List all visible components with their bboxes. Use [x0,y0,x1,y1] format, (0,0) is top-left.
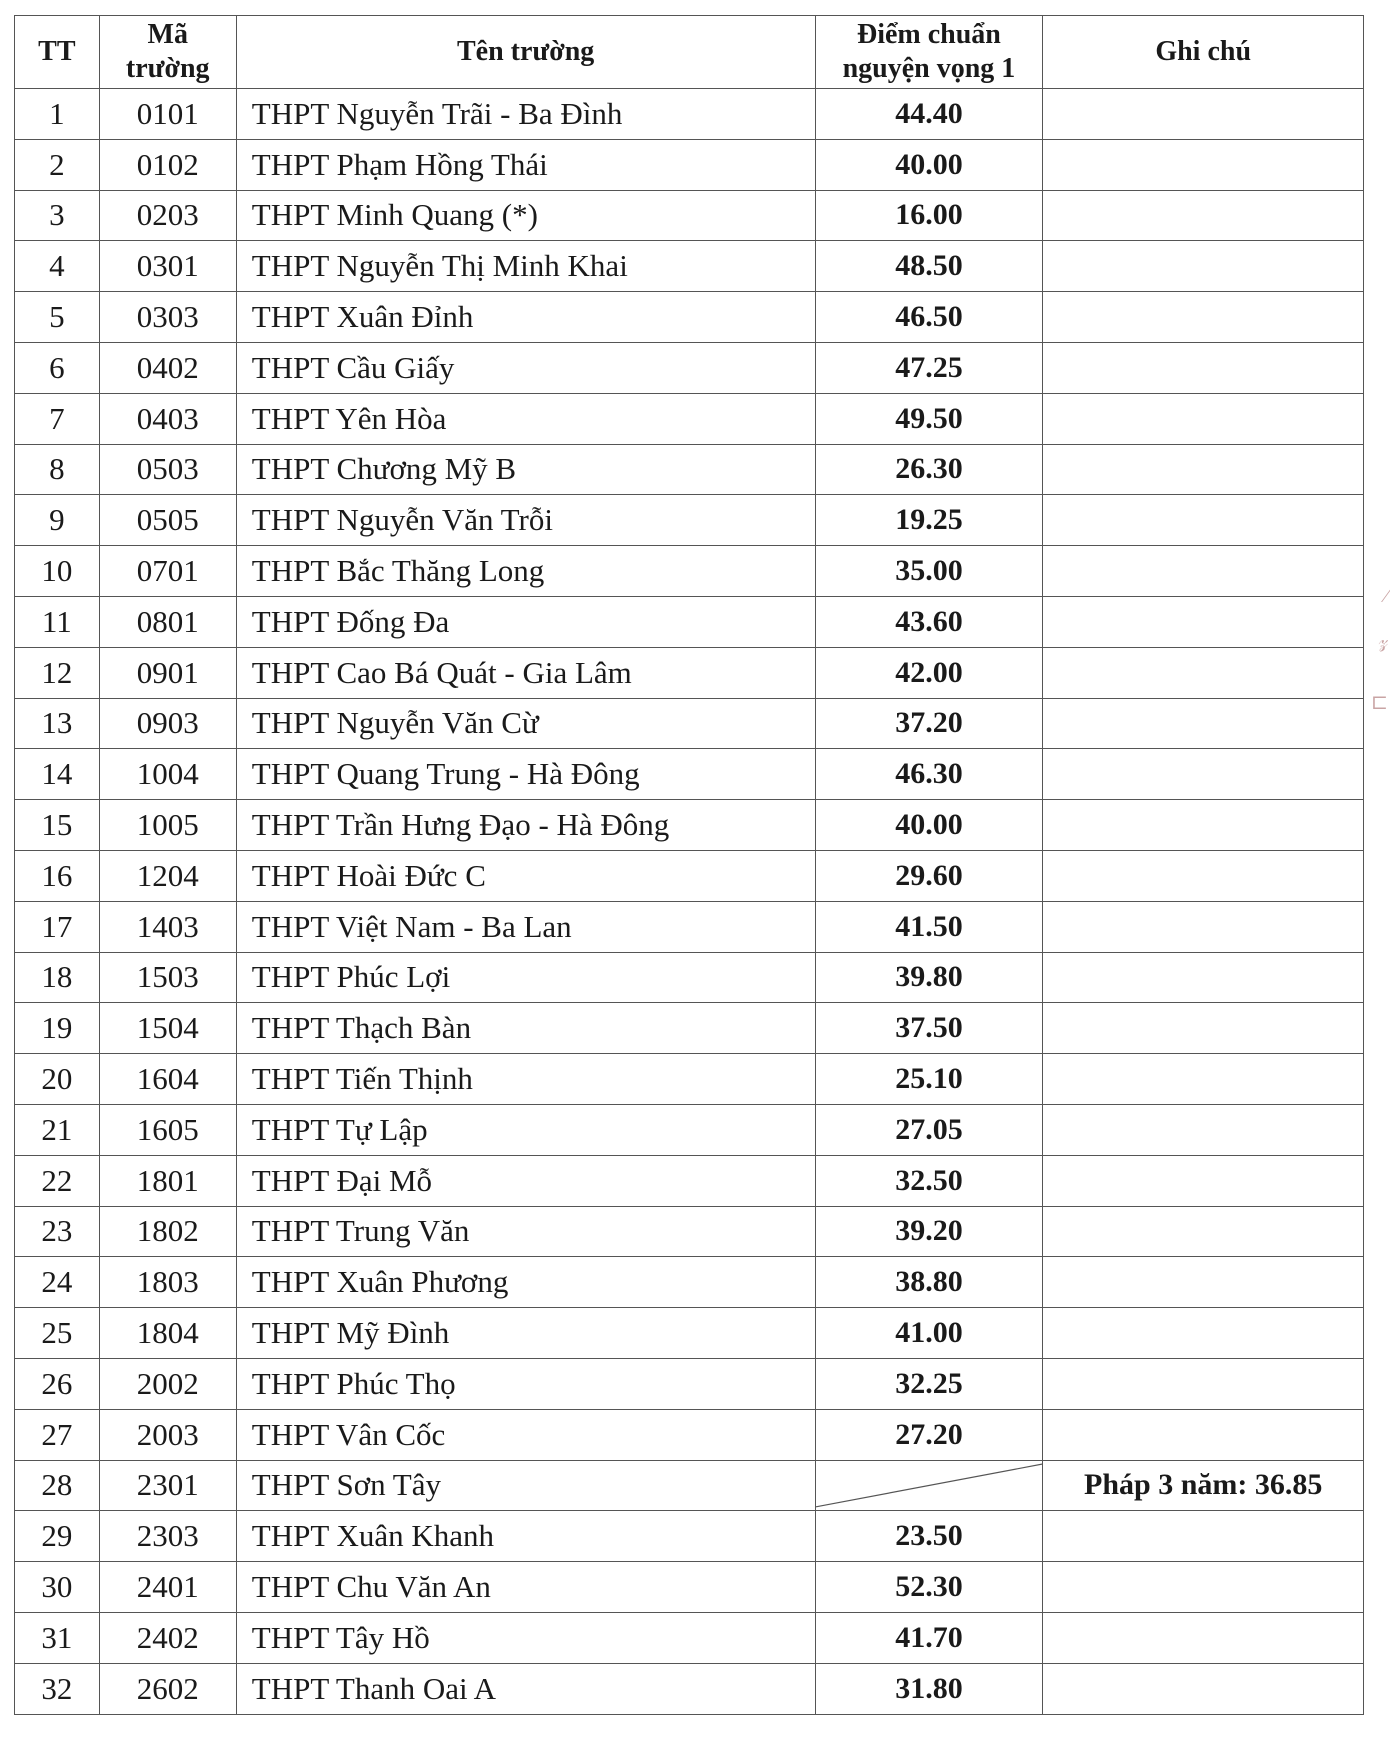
row-number-cell: 15 [15,800,100,851]
note-cell [1043,393,1364,444]
cutoff-score-cell: 40.00 [815,800,1043,851]
row-number-cell: 26 [15,1358,100,1409]
school-name-cell: THPT Nguyễn Văn Trỗi [236,495,815,546]
row-number-cell: 11 [15,596,100,647]
cutoff-score-cell: 26.30 [815,444,1043,495]
note-cell [1043,1562,1364,1613]
row-number-cell: 4 [15,241,100,292]
table-body [15,89,1364,1715]
table-row [15,292,1364,343]
note-cell [1043,1003,1364,1054]
cutoff-score-cell: 29.60 [815,850,1043,901]
note-cell [1043,1155,1364,1206]
cutoff-score-cell: 16.00 [815,190,1043,241]
school-name-cell: THPT Yên Hòa [236,393,815,444]
note-cell [1043,190,1364,241]
school-code-cell: 0901 [99,647,236,698]
school-name-cell: THPT Phúc Thọ [236,1358,815,1409]
header-school-code-line1: Mã [147,19,188,51]
school-name-cell: THPT Quang Trung - Hà Đông [236,749,815,800]
table-row [15,1358,1364,1409]
header-school-code-line2: trường [125,53,210,84]
school-code-cell: 0503 [99,444,236,495]
table-row [15,952,1364,1003]
header-score [815,16,1043,89]
table-row [15,596,1364,647]
school-name-cell: THPT Chương Mỹ B [236,444,815,495]
note-cell [1043,342,1364,393]
school-name-cell: THPT Nguyễn Thị Minh Khai [236,241,815,292]
school-code-cell: 2003 [99,1409,236,1460]
school-code-cell: 0903 [99,698,236,749]
table-row [15,1308,1364,1359]
header-row [15,16,1364,89]
school-name-cell: THPT Tự Lập [236,1104,815,1155]
row-number-cell: 18 [15,952,100,1003]
margin-stamp-mark: ⊏ [1371,692,1388,714]
table-row [15,1054,1364,1105]
row-number-cell: 32 [15,1663,100,1714]
table-row [15,1460,1364,1511]
cutoff-score-cell: 44.40 [815,89,1043,140]
row-number-cell: 28 [15,1460,100,1511]
row-number-cell: 19 [15,1003,100,1054]
school-code-cell: 1204 [99,850,236,901]
header-tt: TT [15,16,100,89]
table-row [15,89,1364,140]
school-code-cell: 1503 [99,952,236,1003]
row-number-cell: 30 [15,1562,100,1613]
admission-score-table [14,15,1364,1715]
school-name-cell: THPT Sơn Tây [236,1460,815,1511]
note-cell [1043,1104,1364,1155]
header-school-code [99,16,236,89]
cutoff-score-cell: 32.25 [815,1358,1043,1409]
school-name-cell: THPT Nguyễn Trãi - Ba Đình [236,89,815,140]
school-name-cell: THPT Chu Văn An [236,1562,815,1613]
margin-stamp-mark: 𝓏 [1378,630,1388,652]
table-row [15,495,1364,546]
school-name-cell: THPT Tiến Thịnh [236,1054,815,1105]
row-number-cell: 21 [15,1104,100,1155]
note-cell [1043,495,1364,546]
school-code-cell: 2301 [99,1460,236,1511]
note-cell [1043,647,1364,698]
table-row [15,698,1364,749]
school-code-cell: 0701 [99,546,236,597]
school-code-cell: 1403 [99,901,236,952]
school-name-cell: THPT Phúc Lợi [236,952,815,1003]
row-number-cell: 13 [15,698,100,749]
school-code-cell: 2602 [99,1663,236,1714]
school-code-cell: 1005 [99,800,236,851]
row-number-cell: 24 [15,1257,100,1308]
table-row [15,1104,1364,1155]
cutoff-score-cell: 27.20 [815,1409,1043,1460]
school-name-cell: THPT Xuân Đỉnh [236,292,815,343]
note-cell [1043,89,1364,140]
school-name-cell: THPT Nguyễn Văn Cừ [236,698,815,749]
school-name-cell: THPT Trung Văn [236,1206,815,1257]
note-cell [1043,698,1364,749]
school-code-cell: 0402 [99,342,236,393]
note-cell [1043,1308,1364,1359]
school-name-cell: THPT Xuân Khanh [236,1511,815,1562]
school-name-cell: THPT Minh Quang (*) [236,190,815,241]
table-header [15,16,1364,89]
school-code-cell: 0505 [99,495,236,546]
table-row [15,393,1364,444]
header-school-name: Tên trường [236,16,815,89]
school-code-cell: 1605 [99,1104,236,1155]
table-row [15,241,1364,292]
note-cell [1043,800,1364,851]
school-code-cell: 1803 [99,1257,236,1308]
note-cell [1043,139,1364,190]
diagonal-strike-line [816,1461,1043,1511]
school-code-cell: 0301 [99,241,236,292]
header-score-line2: nguyện vọng 1 [842,53,1016,84]
table-row [15,546,1364,597]
school-name-cell: THPT Đại Mỗ [236,1155,815,1206]
note-cell [1043,850,1364,901]
cutoff-score-cell: 37.20 [815,698,1043,749]
cutoff-score-cell: 38.80 [815,1257,1043,1308]
table-row [15,1562,1364,1613]
note-cell [1043,1206,1364,1257]
cutoff-score-cell: 31.80 [815,1663,1043,1714]
table-row [15,190,1364,241]
row-number-cell: 3 [15,190,100,241]
school-name-cell: THPT Cầu Giấy [236,342,815,393]
row-number-cell: 31 [15,1612,100,1663]
table-row [15,1409,1364,1460]
table-row [15,342,1364,393]
cutoff-score-cell: 47.25 [815,342,1043,393]
school-code-cell: 2402 [99,1612,236,1663]
row-number-cell: 10 [15,546,100,597]
cutoff-score-cell: 39.20 [815,1206,1043,1257]
row-number-cell: 9 [15,495,100,546]
table-row [15,901,1364,952]
header-note: Ghi chú [1043,16,1364,89]
school-code-cell: 2303 [99,1511,236,1562]
school-code-cell: 0801 [99,596,236,647]
cutoff-score-cell: 25.10 [815,1054,1043,1105]
school-name-cell: THPT Bắc Thăng Long [236,546,815,597]
row-number-cell: 1 [15,89,100,140]
note-cell [1043,1054,1364,1105]
school-name-cell: THPT Thanh Oai A [236,1663,815,1714]
table-row [15,1511,1364,1562]
note-cell [1043,952,1364,1003]
cutoff-score-cell-crossed [815,1460,1043,1511]
school-code-cell: 0101 [99,89,236,140]
table-row [15,647,1364,698]
cutoff-score-cell: 42.00 [815,647,1043,698]
row-number-cell: 17 [15,901,100,952]
cutoff-score-cell: 37.50 [815,1003,1043,1054]
school-code-cell: 1004 [99,749,236,800]
school-code-cell: 2401 [99,1562,236,1613]
school-name-cell: THPT Trần Hưng Đạo - Hà Đông [236,800,815,851]
cutoff-score-cell: 41.70 [815,1612,1043,1663]
school-code-cell: 1804 [99,1308,236,1359]
note-cell [1043,1257,1364,1308]
school-name-cell: THPT Hoài Đức C [236,850,815,901]
row-number-cell: 16 [15,850,100,901]
note-cell [1043,596,1364,647]
school-name-cell: THPT Tây Hồ [236,1612,815,1663]
cutoff-score-cell: 41.00 [815,1308,1043,1359]
cutoff-score-cell: 46.50 [815,292,1043,343]
table-row [15,1003,1364,1054]
school-name-cell: THPT Cao Bá Quát - Gia Lâm [236,647,815,698]
school-code-cell: 0203 [99,190,236,241]
row-number-cell: 20 [15,1054,100,1105]
school-code-cell: 1801 [99,1155,236,1206]
school-name-cell: THPT Mỹ Đình [236,1308,815,1359]
note-cell [1043,1409,1364,1460]
table-row [15,850,1364,901]
cutoff-score-cell: 23.50 [815,1511,1043,1562]
school-code-cell: 0403 [99,393,236,444]
note-cell [1043,1358,1364,1409]
row-number-cell: 27 [15,1409,100,1460]
row-number-cell: 8 [15,444,100,495]
school-code-cell: 1604 [99,1054,236,1105]
row-number-cell: 2 [15,139,100,190]
cutoff-score-cell: 41.50 [815,901,1043,952]
school-code-cell: 1802 [99,1206,236,1257]
note-cell [1043,901,1364,952]
cutoff-score-cell: 35.00 [815,546,1043,597]
school-name-cell: THPT Việt Nam - Ba Lan [236,901,815,952]
row-number-cell: 12 [15,647,100,698]
cutoff-score-cell: 46.30 [815,749,1043,800]
table-row [15,1612,1364,1663]
school-code-cell: 0303 [99,292,236,343]
row-number-cell: 22 [15,1155,100,1206]
cutoff-score-cell: 48.50 [815,241,1043,292]
cutoff-score-cell: 27.05 [815,1104,1043,1155]
header-score-line1: Điểm chuẩn [856,19,1001,51]
school-name-cell: THPT Thạch Bàn [236,1003,815,1054]
note-cell [1043,1612,1364,1663]
school-code-cell: 0102 [99,139,236,190]
cutoff-score-cell: 19.25 [815,495,1043,546]
school-code-cell: 2002 [99,1358,236,1409]
table-row [15,1206,1364,1257]
row-number-cell: 29 [15,1511,100,1562]
row-number-cell: 7 [15,393,100,444]
row-number-cell: 14 [15,749,100,800]
note-cell: Pháp 3 năm: 36.85 [1043,1460,1364,1511]
school-name-cell: THPT Phạm Hồng Thái [236,139,815,190]
cutoff-score-cell: 43.60 [815,596,1043,647]
cutoff-score-cell: 52.30 [815,1562,1043,1613]
row-number-cell: 5 [15,292,100,343]
school-code-cell: 1504 [99,1003,236,1054]
table-row [15,800,1364,851]
cutoff-score-cell: 32.50 [815,1155,1043,1206]
row-number-cell: 23 [15,1206,100,1257]
note-cell [1043,1511,1364,1562]
cutoff-score-cell: 40.00 [815,139,1043,190]
cutoff-score-cell: 39.80 [815,952,1043,1003]
note-cell [1043,292,1364,343]
school-name-cell: THPT Đống Đa [236,596,815,647]
row-number-cell: 6 [15,342,100,393]
school-name-cell: THPT Xuân Phương [236,1257,815,1308]
note-cell [1043,444,1364,495]
row-number-cell: 25 [15,1308,100,1359]
table-row [15,749,1364,800]
margin-stamp-mark: ⁄ [1384,585,1388,607]
table-row [15,1663,1364,1714]
note-cell [1043,1663,1364,1714]
note-cell [1043,546,1364,597]
table-row [15,139,1364,190]
note-cell [1043,241,1364,292]
table-row [15,444,1364,495]
cutoff-score-cell: 49.50 [815,393,1043,444]
table-row [15,1257,1364,1308]
table-row [15,1155,1364,1206]
note-cell [1043,749,1364,800]
school-name-cell: THPT Vân Cốc [236,1409,815,1460]
